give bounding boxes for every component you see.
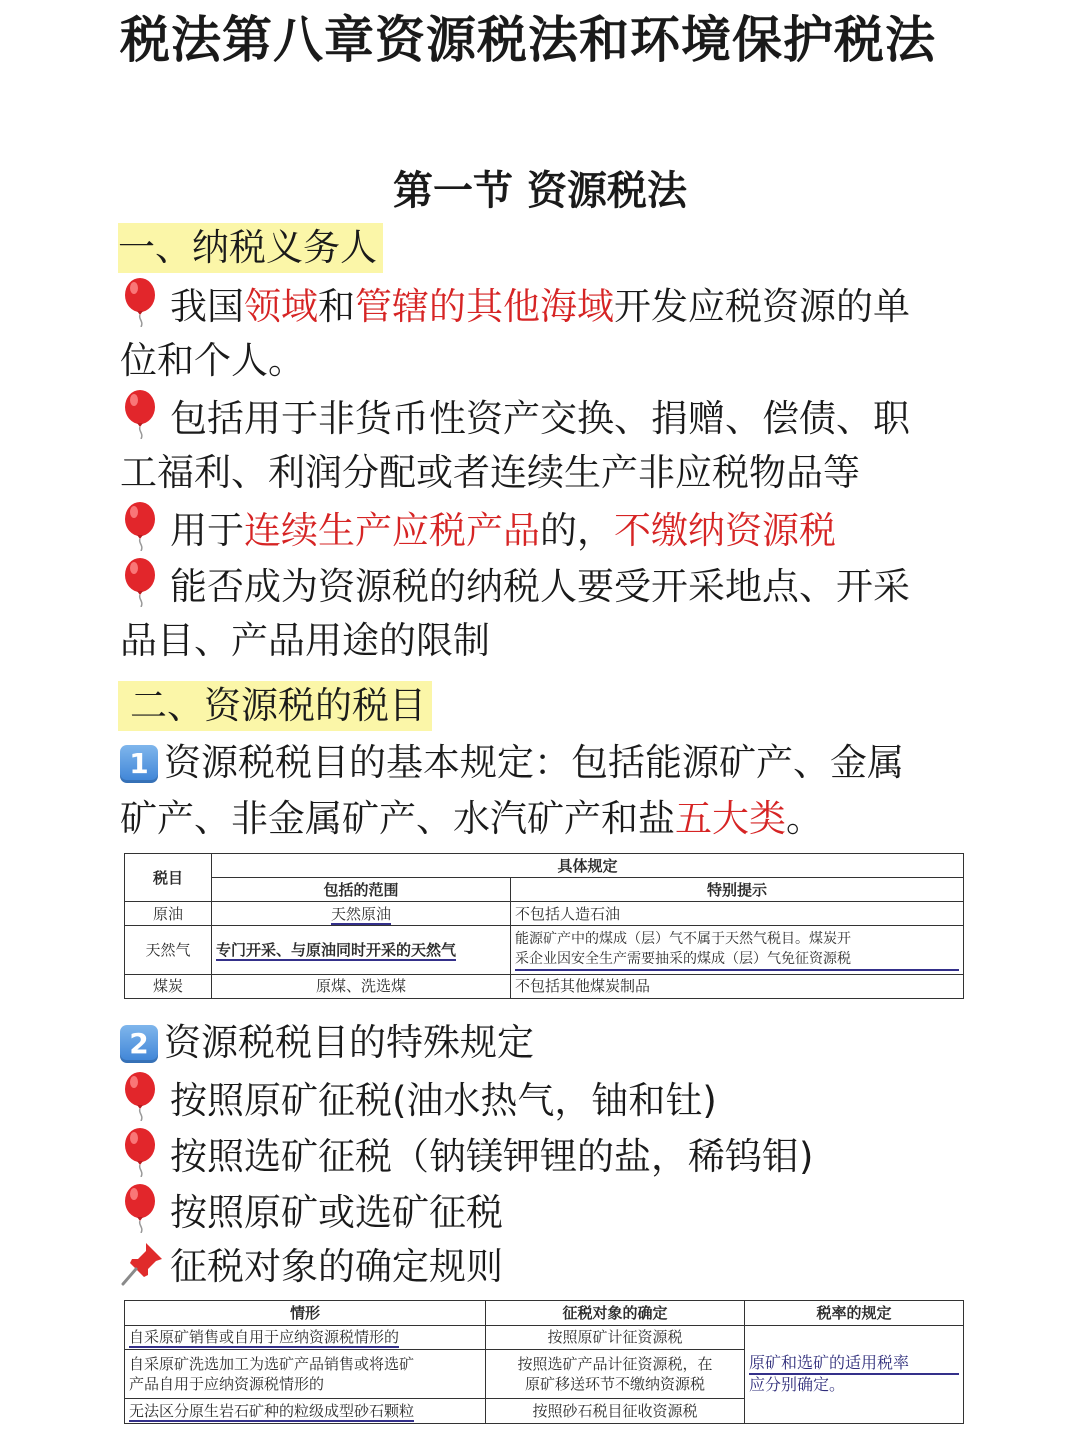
col-item: 税目 xyxy=(125,854,212,902)
highlight-text: 五大类 xyxy=(675,797,786,840)
cell-rate xyxy=(745,1325,964,1423)
cell: 煤炭 xyxy=(125,974,212,998)
text: 用于 xyxy=(170,509,244,552)
text: 矿产、非金属矿产、水汽矿产和盐 xyxy=(120,797,675,840)
bullet-5 xyxy=(120,1071,717,1129)
balloon-icon xyxy=(120,557,160,607)
pushpin-icon xyxy=(120,1241,164,1287)
balloon-icon xyxy=(120,277,160,327)
cell-text: 不包括其他煤炭制品 xyxy=(515,977,651,996)
cell-text: 专门开采、与原油同时开采的天然气 xyxy=(216,941,457,960)
text: 能否成为资源税的纳税人要受开采地点、开采 xyxy=(170,565,910,608)
heading-tax-items: 二、资源税的税目 xyxy=(118,681,432,731)
cell-text: 原矿移送环节不缴纳资源税 xyxy=(524,1375,705,1394)
text: 征税对象的确定规则 xyxy=(170,1245,503,1288)
text: 。 xyxy=(786,797,823,840)
text: 包括用于非货币性资产交换、捐赠、偿债、职 xyxy=(170,397,910,440)
text: 的， xyxy=(540,509,614,552)
cell-text: 应分别确定。 xyxy=(749,1375,846,1395)
balloon-icon xyxy=(120,1127,160,1177)
table-row xyxy=(125,902,964,926)
bullet-6 xyxy=(120,1127,813,1185)
text: 和 xyxy=(318,285,355,328)
bullet-1 xyxy=(120,277,910,335)
col-case: 情形 xyxy=(125,1301,486,1326)
cell: 原油 xyxy=(125,902,212,926)
cell xyxy=(125,1350,486,1399)
text: 开发应税资源的单 xyxy=(614,285,910,328)
cell-text: 原煤、洗选煤 xyxy=(315,977,406,996)
cell-text: 原矿和选矿的适用税率 xyxy=(749,1353,959,1375)
pin-line xyxy=(120,1239,503,1295)
cell-text: 能源矿产中的煤成（层）气不属于天然气税目。煤炭开 xyxy=(515,931,851,948)
highlight-text: 连续生产应税产品 xyxy=(244,509,540,552)
col-scope: 包括的范围 xyxy=(212,878,511,902)
bullet-4 xyxy=(120,557,910,615)
cell xyxy=(125,1399,486,1424)
tax-object-table xyxy=(124,1300,964,1424)
cell xyxy=(212,974,511,998)
cell xyxy=(511,974,964,998)
heading-taxpayer: 一、纳税义务人 xyxy=(118,223,383,273)
bullet-4-cont: 品目、产品用途的限制 xyxy=(120,619,490,662)
cell-text: 天然原油 xyxy=(330,904,391,923)
cell-text: 自采原矿洗选加工为选矿产品销售或将选矿 xyxy=(129,1355,415,1374)
cell: 天然气 xyxy=(125,926,212,974)
highlight-text: 领域 xyxy=(244,285,318,328)
text: 资源税税目的特殊规定 xyxy=(164,1021,534,1064)
cell xyxy=(511,902,964,926)
keycap-2-icon: 2 xyxy=(120,1025,158,1063)
cell-text: 按照原矿计征资源税 xyxy=(547,1328,683,1347)
cell-text: 产品自用于应纳资源税情形的 xyxy=(129,1375,325,1394)
balloon-icon xyxy=(120,1183,160,1233)
cell-text: 不包括人造石油 xyxy=(515,904,621,923)
cell-text: 按照砂石税目征收资源税 xyxy=(532,1402,698,1421)
bullet-2-cont: 工福利、利润分配或者连续生产非应税物品等 xyxy=(120,451,860,494)
cell xyxy=(486,1350,745,1399)
text: 按照原矿征税(油水热气，铀和钍) xyxy=(170,1079,717,1122)
col-spec: 具体规定 xyxy=(212,854,964,878)
item-1-cont xyxy=(120,791,823,847)
section-title: 第一节 资源税法 xyxy=(393,168,687,214)
col-rate: 税率的规定 xyxy=(745,1301,964,1326)
text: 资源税税目的基本规定：包括能源矿产、金属 xyxy=(164,741,904,784)
table-row xyxy=(125,1325,964,1350)
balloon-icon xyxy=(120,1071,160,1121)
item-1 xyxy=(120,735,904,791)
page-title: 税法第八章资源税法和环境保护税法 xyxy=(120,11,936,69)
bullet-3 xyxy=(120,501,836,559)
cell xyxy=(212,902,511,926)
table-row xyxy=(125,926,964,974)
highlight-text: 不缴纳资源税 xyxy=(614,509,836,552)
cell xyxy=(212,926,511,974)
keycap-1-icon: 1 xyxy=(120,745,158,783)
text: 我国 xyxy=(170,285,244,328)
cell-text: 无法区分原生岩石矿种的粒级成型砂石颗粒 xyxy=(129,1402,415,1421)
cell-text: 按照选矿产品计征资源税，在 xyxy=(517,1355,713,1374)
bullet-7 xyxy=(120,1183,503,1241)
text: 按照选矿征税（钠镁钾锂的盐，稀钨钼) xyxy=(170,1135,814,1178)
cell xyxy=(125,1325,486,1350)
cell xyxy=(486,1399,745,1424)
text: 按照原矿或选矿征税 xyxy=(170,1191,503,1234)
cell xyxy=(486,1325,745,1350)
cell-text: 采企业因安全生产需要抽采的煤成（层）气免征资源税 xyxy=(515,949,959,971)
highlight-text: 管辖的其他海域 xyxy=(355,285,614,328)
bullet-1-cont: 位和个人。 xyxy=(120,339,305,382)
item-2 xyxy=(120,1015,534,1071)
cell-text: 自采原矿销售或自用于应纳资源税情形的 xyxy=(129,1328,400,1347)
bullet-2 xyxy=(120,389,910,447)
col-obj: 征税对象的确定 xyxy=(486,1301,745,1326)
table-row xyxy=(125,974,964,998)
balloon-icon xyxy=(120,389,160,439)
col-tip: 特别提示 xyxy=(511,878,964,902)
tax-items-table xyxy=(124,853,964,999)
cell xyxy=(511,926,964,974)
balloon-icon xyxy=(120,501,160,551)
